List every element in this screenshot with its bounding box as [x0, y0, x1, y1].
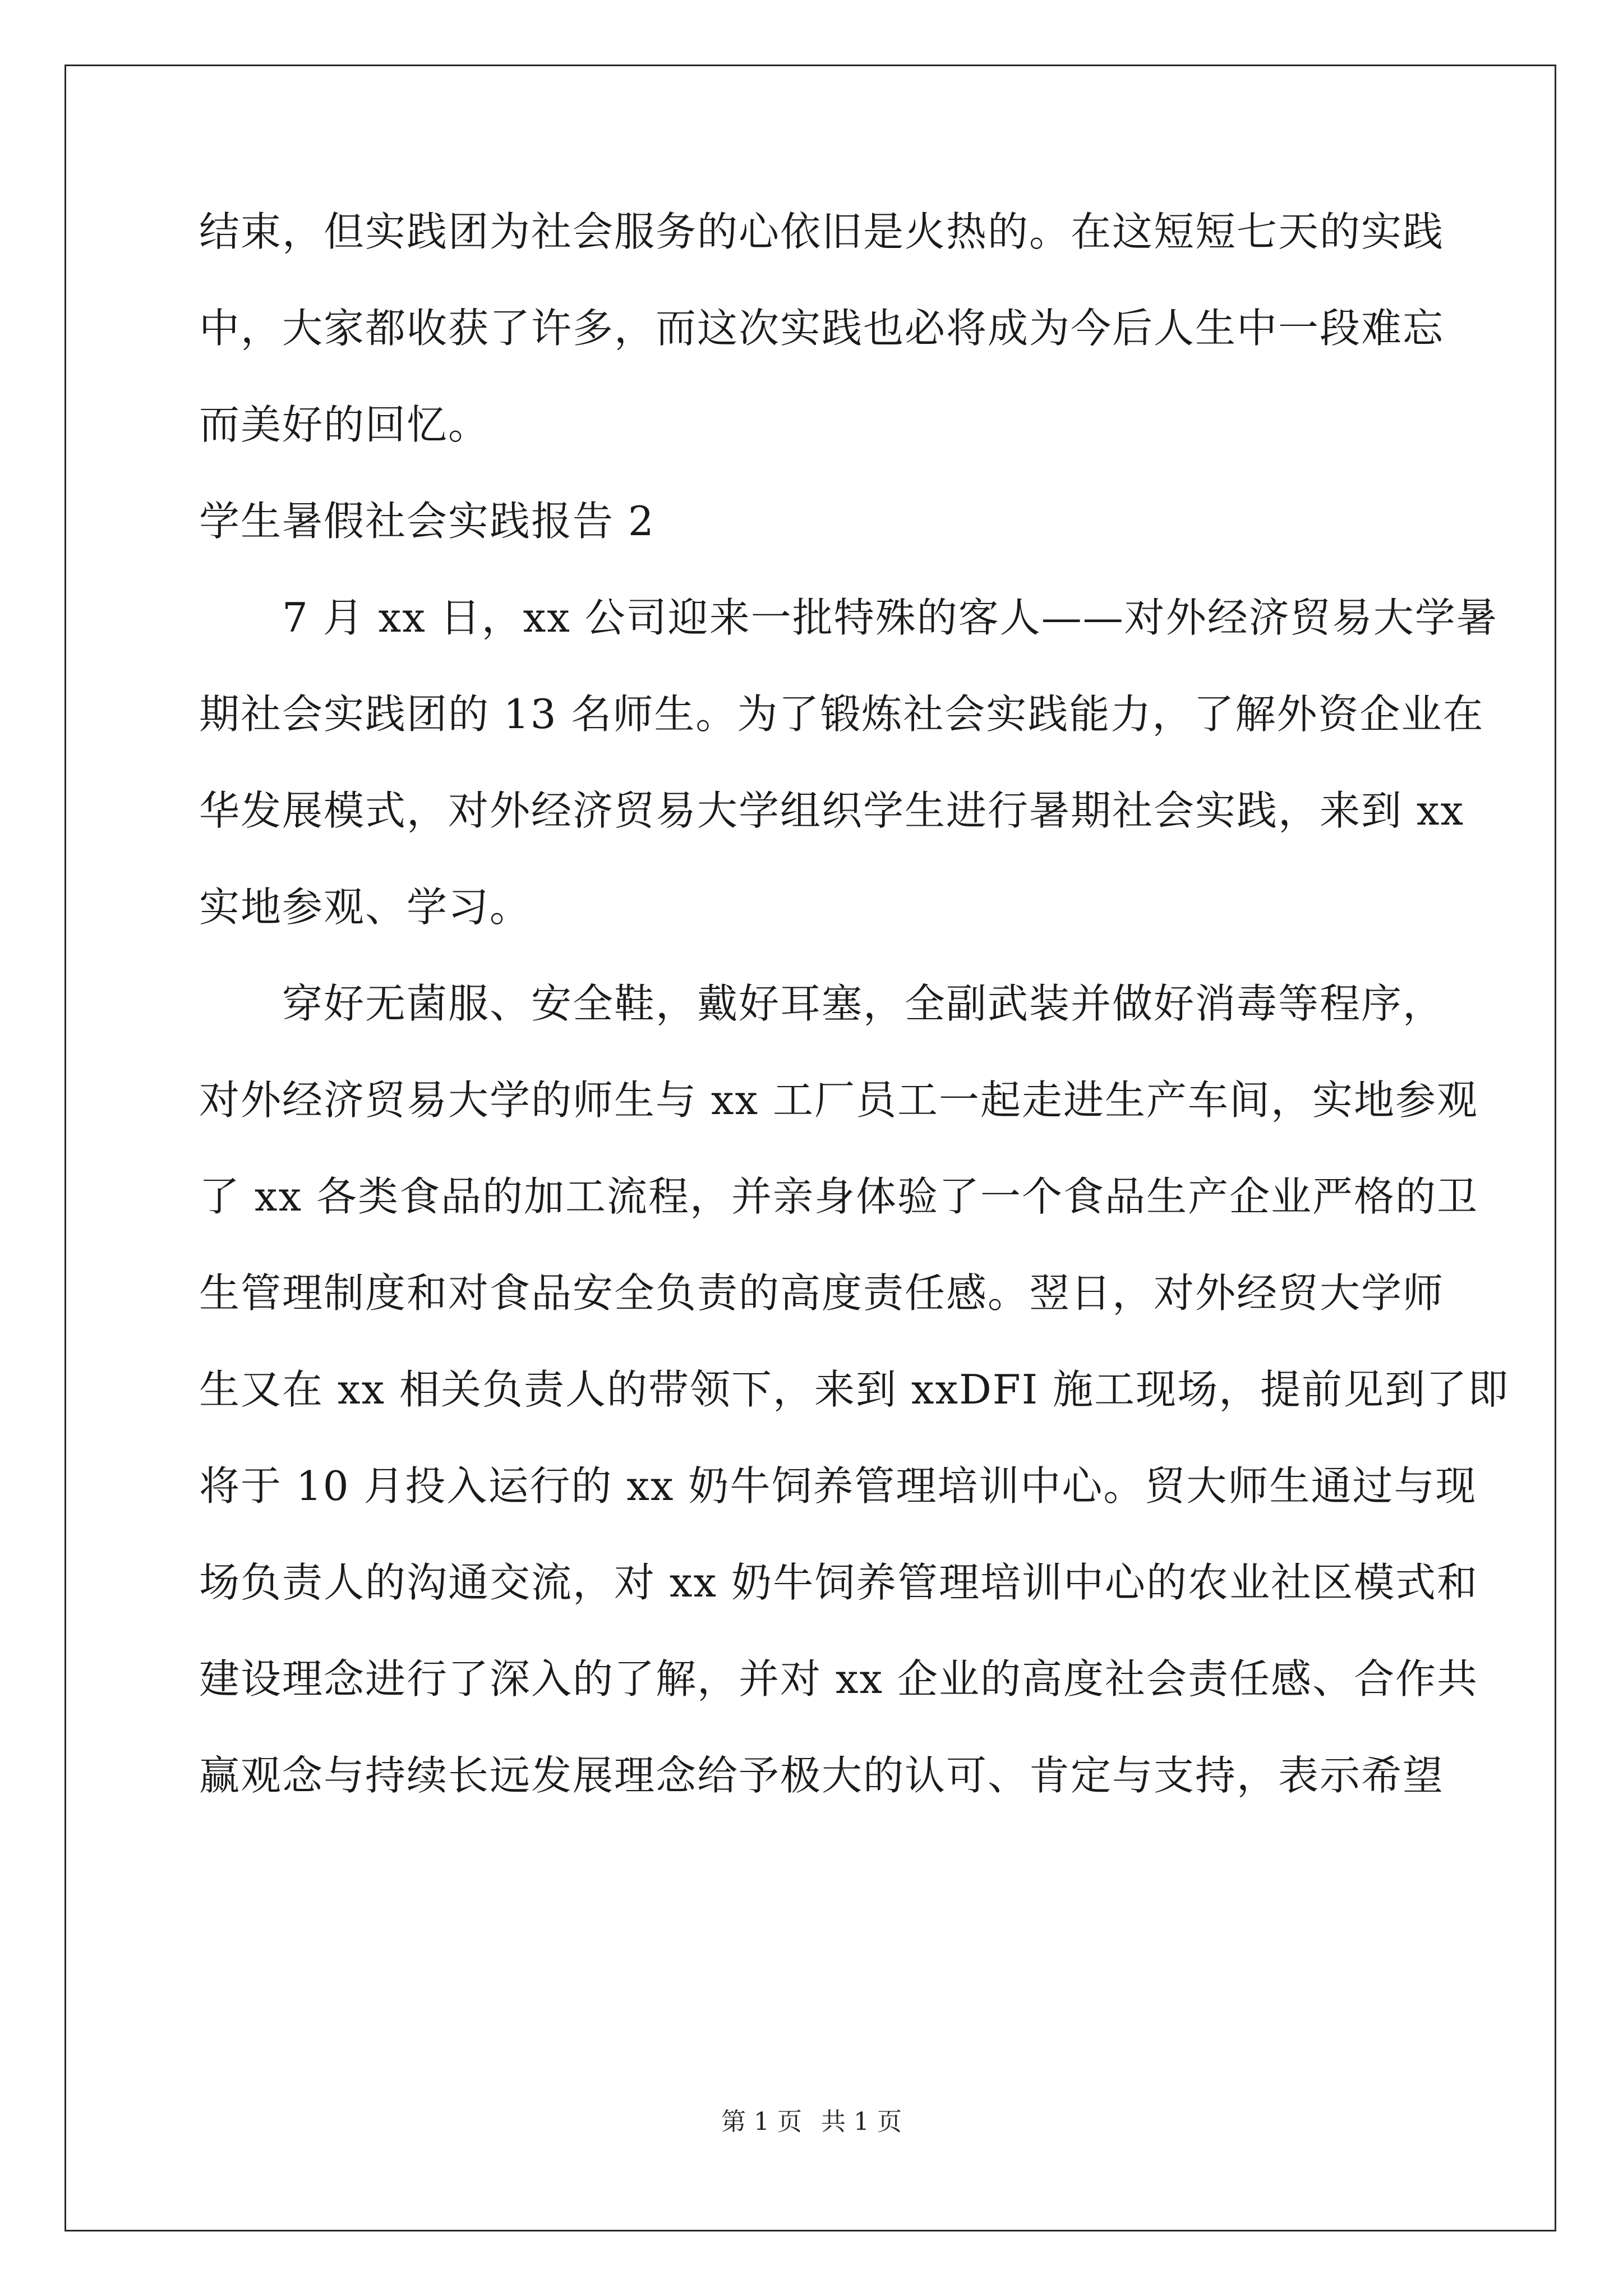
text-line: 对外经济贸易大学的师生与 xx 工厂员工一起走进生产车间，实地参观: [199, 1076, 1478, 1124]
page-number: 第 1 页: [721, 2108, 802, 2136]
text-line: 建设理念进行了深入的了解，并对 xx 企业的高度社会责任感、合作共: [199, 1655, 1478, 1703]
page-footer: [0, 2105, 1623, 2139]
text-line: 生管理制度和对食品安全负责的高度责任感。翌日，对外经贸大学师: [199, 1269, 1445, 1317]
page-border: [64, 65, 1556, 2231]
text-line: 生又在 xx 相关负责人的带领下，来到 xxDFI 施工现场，提前见到了即: [199, 1366, 1510, 1413]
text-line: 华发展模式，对外经济贸易大学组织学生进行暑期社会实践，来到 xx: [199, 787, 1465, 834]
text-line: 将于 10 月投入运行的 xx 奶牛饲养管理培训中心。贸大师生通过与现: [199, 1462, 1477, 1510]
text-line: 而美好的回忆。: [199, 401, 490, 448]
text-line: 穿好无菌服、安全鞋，戴好耳塞，全副武装并做好消毒等程序，: [199, 980, 1445, 1027]
text-line: 中，大家都收获了许多，而这次实践也必将成为今后人生中一段难忘: [199, 305, 1445, 352]
text-line: 期社会实践团的 13 名师生。为了锻炼社会实践能力，了解外资企业在: [199, 691, 1484, 738]
text-line: 了 xx 各类食品的加工流程，并亲身体验了一个食品生产企业严格的卫: [199, 1173, 1478, 1220]
text-line: 结束，但实践团为社会服务的心依旧是火热的。在这短短七天的实践: [199, 208, 1445, 255]
text-line: 场负责人的沟通交流，对 xx 奶牛饲养管理培训中心的农业社区模式和: [199, 1559, 1478, 1606]
section-heading: 学生暑假社会实践报告 2: [199, 498, 655, 545]
text-line: 实地参观、学习。: [199, 884, 532, 931]
text-line: 7 月 xx 日，xx 公司迎来一批特殊的客人——对外经济贸易大学暑: [199, 594, 1498, 641]
page-total: 共 1 页: [821, 2108, 902, 2136]
text-line: 赢观念与持续长远发展理念给予极大的认可、肯定与支持，表示希望: [199, 1752, 1445, 1799]
